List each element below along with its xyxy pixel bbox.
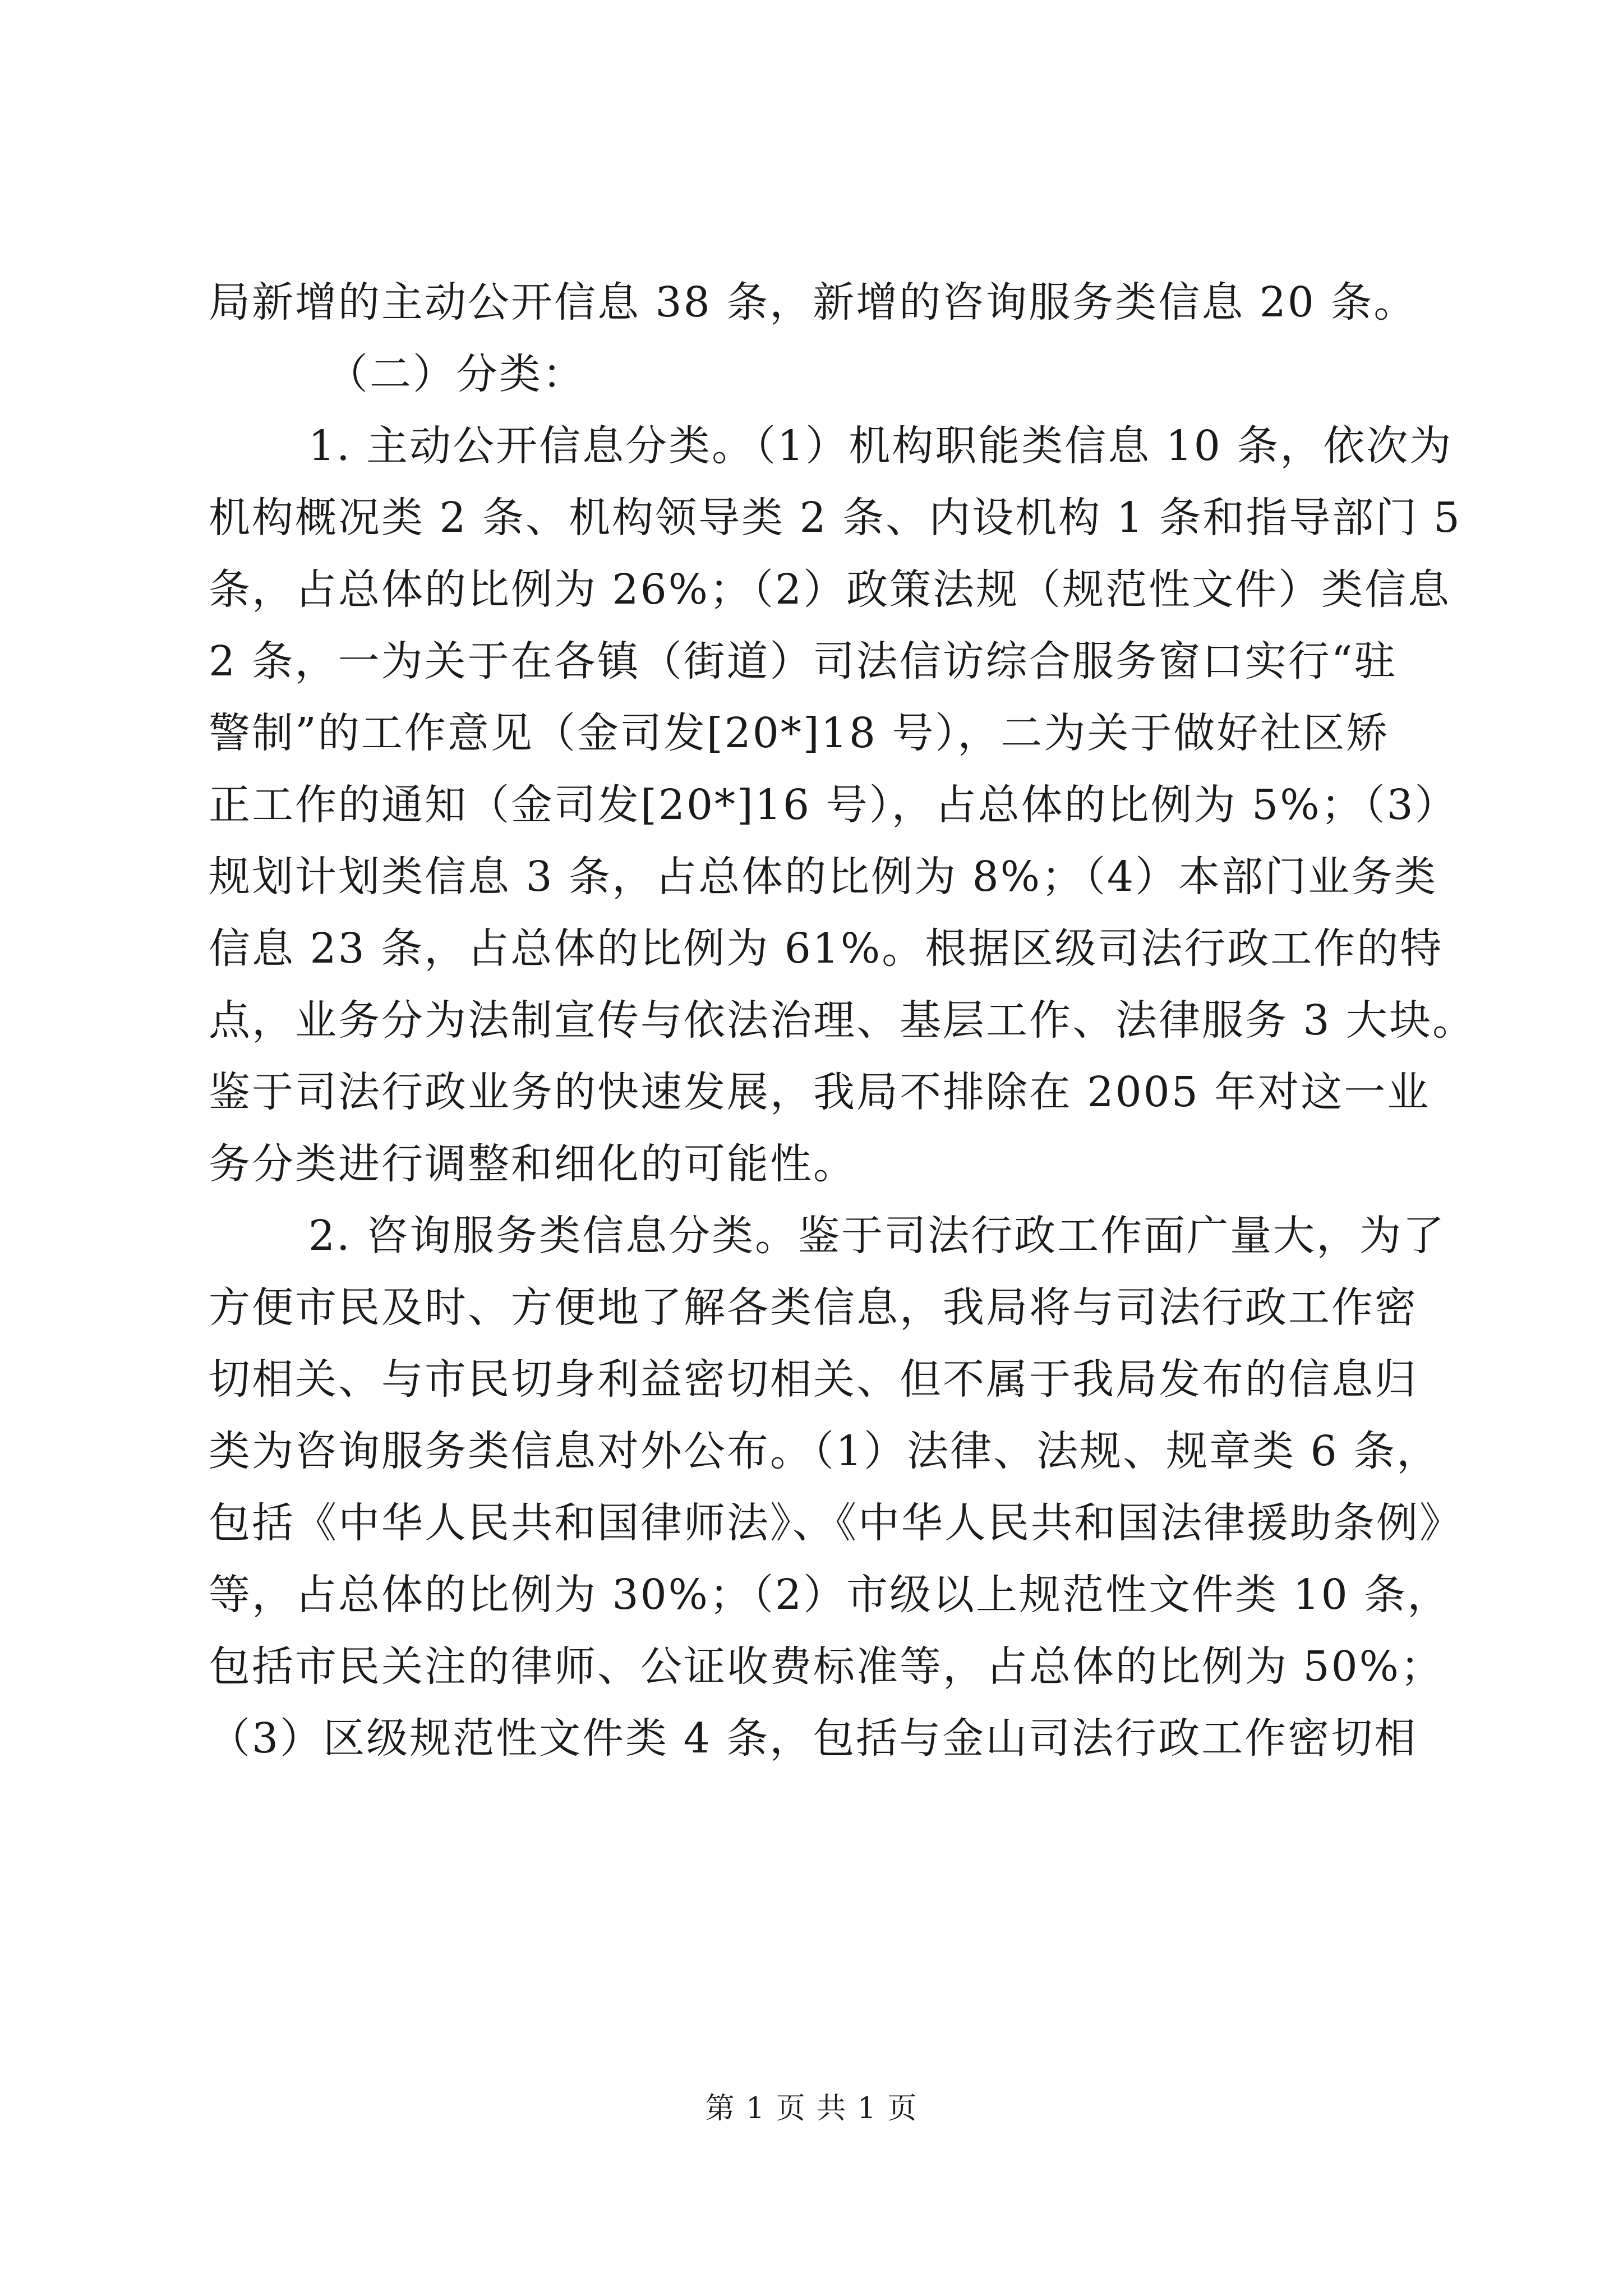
text-line: 鉴于司法行政业务的快速发展，我局不排除在 2005 年对这一业 (209, 1068, 1431, 1116)
text-line: 条，占总体的比例为 26%；（2）政策法规（规范性文件）类信息 (209, 565, 1451, 614)
text-line: 包括市民关注的律师、公证收费标准等，占总体的比例为 50%； (209, 1642, 1444, 1691)
text-line: 2 条，一为关于在各镇（街道）司法信访综合服务窗口实行“驻 (209, 637, 1398, 685)
text-line: 包括《中华人民共和国律师法》、《中华人民共和国法律援助条例》 (209, 1499, 1463, 1547)
text-line: 信息 23 条，占总体的比例为 61%。根据区级司法行政工作的特 (209, 924, 1444, 973)
text-line: 类为咨询服务类信息对外公布。（1）法律、法规、规章类 6 条， (209, 1427, 1440, 1475)
text-line: 等，占总体的比例为 30%；（2）市级以上规范性文件类 10 条， (209, 1571, 1451, 1619)
text-line: 1. 主动公开信息分类。（1）机构职能类信息 10 条，依次为 (308, 422, 1453, 470)
page-number-label: 第 1 页 共 1 页 (705, 2092, 918, 2125)
section-heading: （二）分类： (326, 350, 585, 398)
text-line: 2. 咨询服务类信息分类。鉴于司法行政工作面广量大，为了 (308, 1212, 1446, 1260)
page-footer (0, 2085, 1623, 2127)
document-body (209, 266, 1476, 1774)
text-line: 务分类进行调整和细化的可能性。 (209, 1140, 856, 1188)
text-line: 规划计划类信息 3 条，占总体的比例为 8%；（4）本部门业务类 (209, 853, 1438, 901)
text-line: 点，业务分为法制宣传与依法治理、基层工作、法律服务 3 大块。 (209, 996, 1476, 1045)
text-line: 切相关、与市民切身利益密切相关、但不属于我局发布的信息归 (209, 1355, 1418, 1404)
text-line: 机构概况类 2 条、机构领导类 2 条、内设机构 1 条和指导部门 5 (209, 494, 1461, 542)
text-line: 方便市民及时、方便地了解各类信息，我局将与司法行政工作密 (209, 1283, 1418, 1332)
text-line: 警制”的工作意见（金司发[20*]18 号），二为关于做好社区矫 (209, 709, 1390, 757)
text-line: （3）区级规范性文件类 4 条，包括与金山司法行政工作密切相 (209, 1714, 1418, 1763)
text-line: 正工作的通知（金司发[20*]16 号），占总体的比例为 5%；（3） (209, 781, 1458, 829)
text-line: 局新增的主动公开信息 38 条，新增的咨询服务类信息 20 条。 (209, 278, 1417, 326)
